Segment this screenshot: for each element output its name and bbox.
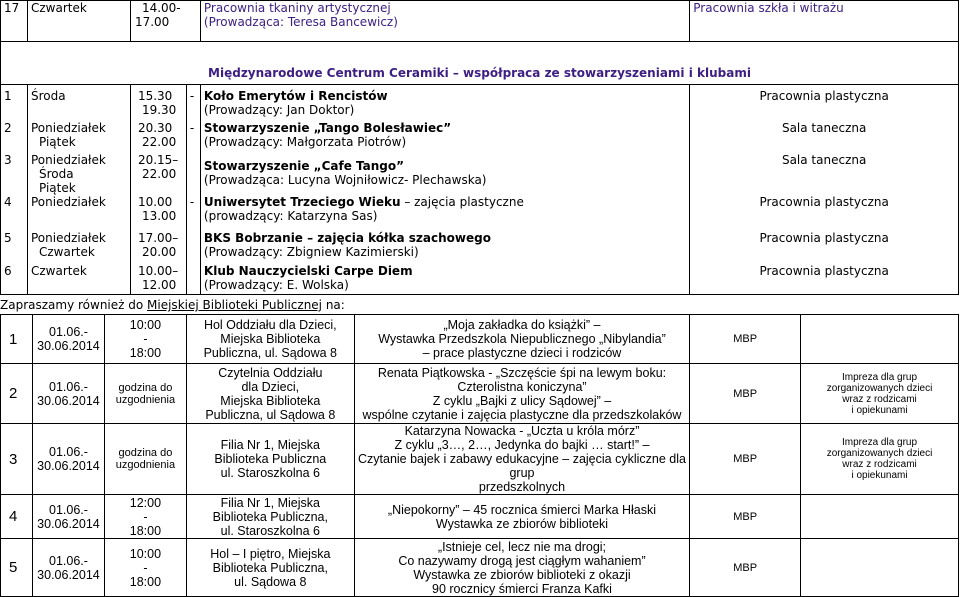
club-time-line: 15.30 — [137, 89, 173, 103]
event-number: 4 — [1, 495, 33, 539]
event-date-line: 01.06.- — [49, 445, 88, 459]
event-place-line: Biblioteka Publiczna, — [212, 560, 328, 575]
club-info — [200, 121, 689, 153]
club-day: Poniedziałek — [30, 231, 106, 245]
event-description-line: Czytanie bajek i zabawy edukacyjne – zajęcia cykliczne dla grup — [358, 452, 686, 480]
club-time-line: 12.00 — [141, 278, 177, 292]
event-organizer: MBP — [690, 315, 801, 364]
event-number: 1 — [1, 315, 33, 364]
event-time-line: godzina do — [118, 447, 173, 459]
library-name: Miejskiej Biblioteki Publicznej — [147, 298, 323, 312]
event-note — [801, 495, 959, 539]
table-row — [1, 424, 959, 495]
table-row — [1, 121, 959, 153]
club-number: 4 — [1, 195, 28, 231]
event-date — [32, 364, 104, 424]
club-day: Środa — [38, 167, 74, 181]
event-place — [186, 495, 354, 539]
club-dash — [186, 231, 200, 264]
event-date-line: 01.06.- — [49, 502, 88, 517]
club-lead: (prowadzący: Katarzyna Sas) — [203, 209, 378, 223]
event-number: 2 — [1, 364, 33, 424]
event-note-line: zorganizowanych dzieci — [826, 448, 933, 459]
club-time — [130, 121, 186, 153]
event-number: 3 — [1, 424, 33, 495]
clubs-list — [1, 85, 959, 295]
club-time-line: 10.00 — [137, 195, 173, 209]
invite-line — [0, 298, 345, 312]
event-date-line: 30.06.2014 — [37, 567, 100, 582]
clubs-table — [0, 0, 959, 295]
event-description-line: 90 rocznicy śmierci Franza Kafki — [432, 581, 612, 596]
event-place-line: Publiczna, ul Sądowa 8 — [205, 407, 336, 422]
event-time-line: 10:00 — [129, 318, 162, 332]
event-note-line: zorganizowanych dzieci — [826, 382, 933, 394]
club-info — [200, 153, 689, 195]
table-row — [1, 495, 959, 539]
club-time — [130, 231, 186, 264]
event-date — [32, 424, 104, 495]
club-info — [200, 195, 689, 231]
club-lead: (Prowadzący: Zbigniew Kazimierski) — [203, 245, 419, 259]
event-place-line: Miejska Biblioteka — [220, 393, 321, 408]
event-note-line: i opiekunami — [851, 404, 908, 416]
club-days — [27, 153, 130, 195]
club-name-text: Klub Nauczycielski Carpe Diem — [203, 264, 413, 278]
event-place-line: Hol – I piętro, Miejska — [210, 546, 331, 561]
event-description-line: „Moja zakładka do książki” – — [443, 318, 601, 332]
activity-lead: (Prowadząca: Teresa Bancewicz) — [203, 15, 398, 29]
event-note — [801, 424, 959, 495]
club-day: Poniedziałek — [30, 153, 106, 167]
club-time-line: 22.00 — [141, 167, 177, 181]
event-place — [186, 424, 354, 495]
club-place: Pracownia plastyczna — [690, 195, 959, 231]
club-name — [204, 121, 686, 135]
event-place — [186, 539, 354, 597]
event-organizer: MBP — [690, 364, 801, 424]
event-note-line: i opiekunami — [851, 470, 908, 481]
event-description-line: Z cyklu „Bajki z ulicy Sądowej” – — [432, 393, 612, 408]
event-time — [104, 539, 186, 597]
club-time-line: 20.00 — [141, 245, 177, 259]
section-title: Międzynarodowe Centrum Ceramiki – współpraca ze stowarzyszeniami i klubami — [1, 42, 959, 85]
row-place: Pracownia szkła i witrażu — [690, 1, 959, 42]
club-time-line: 22.00 — [141, 135, 177, 149]
event-place-line: dla Dzieci, — [241, 379, 300, 394]
club-lead: (Prowadząca: Lucyna Wojniłowicz- Plechawska) — [203, 173, 487, 187]
event-place-line: ul. Staroszkolna 6 — [220, 523, 320, 538]
club-lead: (Prowadzący: Małgorzata Piotrów) — [203, 135, 407, 149]
club-place: Pracownia plastyczna — [690, 264, 959, 295]
event-organizer: MBP — [690, 539, 801, 597]
club-dash — [186, 153, 200, 195]
club-name-text: BKS Bobrzanie – zajęcia kółka szachowego — [203, 231, 491, 245]
club-day: Poniedziałek — [30, 121, 106, 135]
event-description-line: wspólne czytanie i zajęcia plastyczne dla przedszkolaków — [362, 407, 682, 422]
event-time — [104, 424, 186, 495]
event-description-line: „Niepokorny” – 45 rocznica śmierci Marka Hłaski — [387, 502, 657, 517]
row-number: 17 — [1, 1, 28, 42]
club-day: Poniedziałek — [30, 195, 106, 209]
event-date-line: 01.06.- — [49, 379, 88, 394]
event-description-line: Renata Piątkowska - „Szczęście śpi na lewym boku: — [377, 365, 667, 380]
event-time — [104, 495, 186, 539]
table-row — [1, 1, 959, 42]
event-place-line: Hol Oddziału dla Dzieci, — [203, 318, 337, 332]
event-note-line: wraz z rodzicami — [842, 393, 917, 405]
club-day: Środa — [30, 89, 66, 103]
club-time-line: 20.30 — [137, 121, 173, 135]
event-place-line: Publiczna, ul. Sądowa 8 — [203, 346, 338, 360]
event-place-line: Miejska Biblioteka — [220, 332, 321, 346]
club-number: 1 — [1, 85, 28, 122]
event-place — [186, 364, 354, 424]
event-place-line: ul. Staroszkolna 6 — [220, 466, 320, 480]
club-time-line: 20.15– — [137, 153, 179, 167]
club-lead: (Prowadzący: E. Wolska) — [203, 278, 349, 292]
invite-prefix: Zapraszamy również do — [0, 298, 148, 312]
event-date-line: 30.06.2014 — [37, 516, 100, 531]
event-date-line: 01.06.- — [49, 553, 88, 568]
event-note — [801, 364, 959, 424]
event-description-line: Czterolistna koniczyna” — [457, 379, 587, 394]
club-day: Piątek — [38, 135, 76, 149]
event-date-line: 30.06.2014 — [37, 393, 100, 408]
club-name — [204, 159, 686, 173]
row-activity — [200, 1, 689, 42]
time-end: 17.00 — [134, 15, 170, 29]
event-time-line: 12:00 — [129, 495, 162, 510]
table-row — [1, 264, 959, 295]
event-description — [354, 315, 690, 364]
event-date — [32, 495, 104, 539]
club-dash — [186, 264, 200, 295]
event-date — [32, 315, 104, 364]
club-name-extra: – zajęcia plastyczne — [400, 195, 524, 209]
club-info — [200, 85, 689, 122]
event-description-line: Katarzyna Nowacka - „Ucztа u króla mórz” — [404, 424, 640, 438]
club-time-line: 13.00 — [141, 209, 177, 223]
event-time-line: godzina do — [118, 381, 173, 394]
club-time — [130, 264, 186, 295]
event-time-line: 18:00 — [129, 523, 162, 538]
invite-suffix: na: — [322, 298, 345, 312]
table-row — [1, 231, 959, 264]
event-description-line: Wystawka Przedszkola Niepublicznego „Nibylandia” — [378, 332, 666, 346]
club-time-line: 10.00– — [137, 264, 179, 278]
event-note-line: Impreza dla grup — [842, 371, 918, 383]
event-description-line: Wystawka ze zbiorów biblioteki z okazji — [413, 567, 631, 582]
club-dash: - — [186, 85, 200, 122]
club-days — [27, 231, 130, 264]
event-place — [186, 315, 354, 364]
event-time-line: - — [143, 509, 148, 524]
club-number: 3 — [1, 153, 28, 195]
club-dash: - — [186, 121, 200, 153]
event-number: 5 — [1, 539, 33, 597]
event-place-line: Czytelnia Oddziału — [218, 365, 323, 380]
club-info — [200, 264, 689, 295]
club-day: Czwartek — [38, 245, 95, 259]
club-number: 2 — [1, 121, 28, 153]
club-name-text: Koło Emerytów i Rencistów — [203, 89, 388, 103]
event-place-line: Filia Nr 1, Miejska — [220, 438, 320, 452]
event-date-line: 30.06.2014 — [37, 459, 100, 473]
time-start: 14.00- — [141, 1, 181, 15]
event-time-line: uzgodnienia — [115, 393, 176, 406]
club-time-line: 19.30 — [141, 103, 177, 117]
club-number: 6 — [1, 264, 28, 295]
club-info — [200, 231, 689, 264]
event-note-line: Impreza dla grup — [842, 437, 918, 448]
event-time-line: 10:00 — [129, 546, 162, 561]
club-number: 5 — [1, 231, 28, 264]
events-table — [0, 314, 959, 597]
club-name — [204, 264, 686, 278]
event-description-line: Co nazywamy drogą jest ciągłym wahaniem” — [398, 553, 646, 568]
event-time-line: 18:00 — [129, 346, 162, 360]
event-note-line: wraz z rodzicami — [842, 459, 917, 470]
table-row — [1, 153, 959, 195]
event-description-line: – prace plastyczne dzieci i rodziców — [422, 346, 622, 360]
event-description-line: przedszkolnych — [478, 480, 566, 494]
club-days — [27, 264, 130, 295]
event-date-line: 01.06.- — [49, 325, 88, 339]
event-time-line: 18:00 — [129, 574, 162, 589]
club-time — [130, 153, 186, 195]
event-time-line: - — [143, 560, 148, 575]
event-description — [354, 424, 690, 495]
event-organizer: MBP — [690, 424, 801, 495]
club-place: Sala taneczna — [690, 121, 959, 153]
event-date — [32, 539, 104, 597]
club-place: Sala taneczna — [690, 153, 959, 195]
club-name-text: Stowarzyszenie „Tango Bolesławiec” — [203, 121, 452, 135]
club-days — [27, 121, 130, 153]
activity-title: Pracownia tkaniny artystycznej — [203, 1, 391, 15]
club-days — [27, 85, 130, 122]
events-list — [1, 315, 959, 597]
club-name — [204, 231, 686, 245]
club-name — [204, 89, 686, 103]
event-place-line: Biblioteka Publiczna — [214, 452, 327, 466]
event-time — [104, 315, 186, 364]
table-row — [1, 85, 959, 122]
table-row — [1, 364, 959, 424]
club-name-text: Stowarzyszenie „Cafe Tango” — [203, 159, 405, 173]
event-place-line: ul. Sądowa 8 — [234, 574, 307, 589]
club-day: Piątek — [38, 181, 76, 195]
event-description-line: Z cyklu „3…, 2…, Jedynka do bajki … start!” – — [394, 438, 650, 452]
club-time-line: 17.00– — [137, 231, 179, 245]
section-header-row — [1, 42, 959, 85]
event-date-line: 30.06.2014 — [37, 339, 100, 353]
club-time — [130, 195, 186, 231]
club-days — [27, 195, 130, 231]
event-place-line: Biblioteka Publiczna, — [212, 509, 328, 524]
club-name — [204, 195, 686, 209]
row-day: Czwartek — [27, 1, 130, 42]
table-row — [1, 315, 959, 364]
event-time-line: uzgodnienia — [115, 459, 176, 471]
event-description — [354, 539, 690, 597]
club-place: Pracownia plastyczna — [690, 85, 959, 122]
club-lead: (Prowadzący: Jan Doktor) — [203, 103, 355, 117]
club-dash: - — [186, 195, 200, 231]
club-day: Czwartek — [30, 264, 87, 278]
event-note — [801, 539, 959, 597]
event-time — [104, 364, 186, 424]
event-note — [801, 315, 959, 364]
event-description — [354, 364, 690, 424]
club-place: Pracownia plastyczna — [690, 231, 959, 264]
event-organizer: MBP — [690, 495, 801, 539]
event-description-line: Wystawka ze zbiorów biblioteki — [435, 516, 609, 531]
row-time — [130, 1, 200, 42]
event-description — [354, 495, 690, 539]
event-description-line: „Istnieje cel, lecz nie ma drogi; — [437, 539, 607, 554]
event-time-line: - — [143, 332, 148, 346]
table-row — [1, 539, 959, 597]
club-name-text: Uniwersytet Trzeciego Wieku — [203, 195, 401, 209]
table-row — [1, 195, 959, 231]
club-time — [130, 85, 186, 122]
event-place-line: Filia Nr 1, Miejska — [220, 495, 320, 510]
